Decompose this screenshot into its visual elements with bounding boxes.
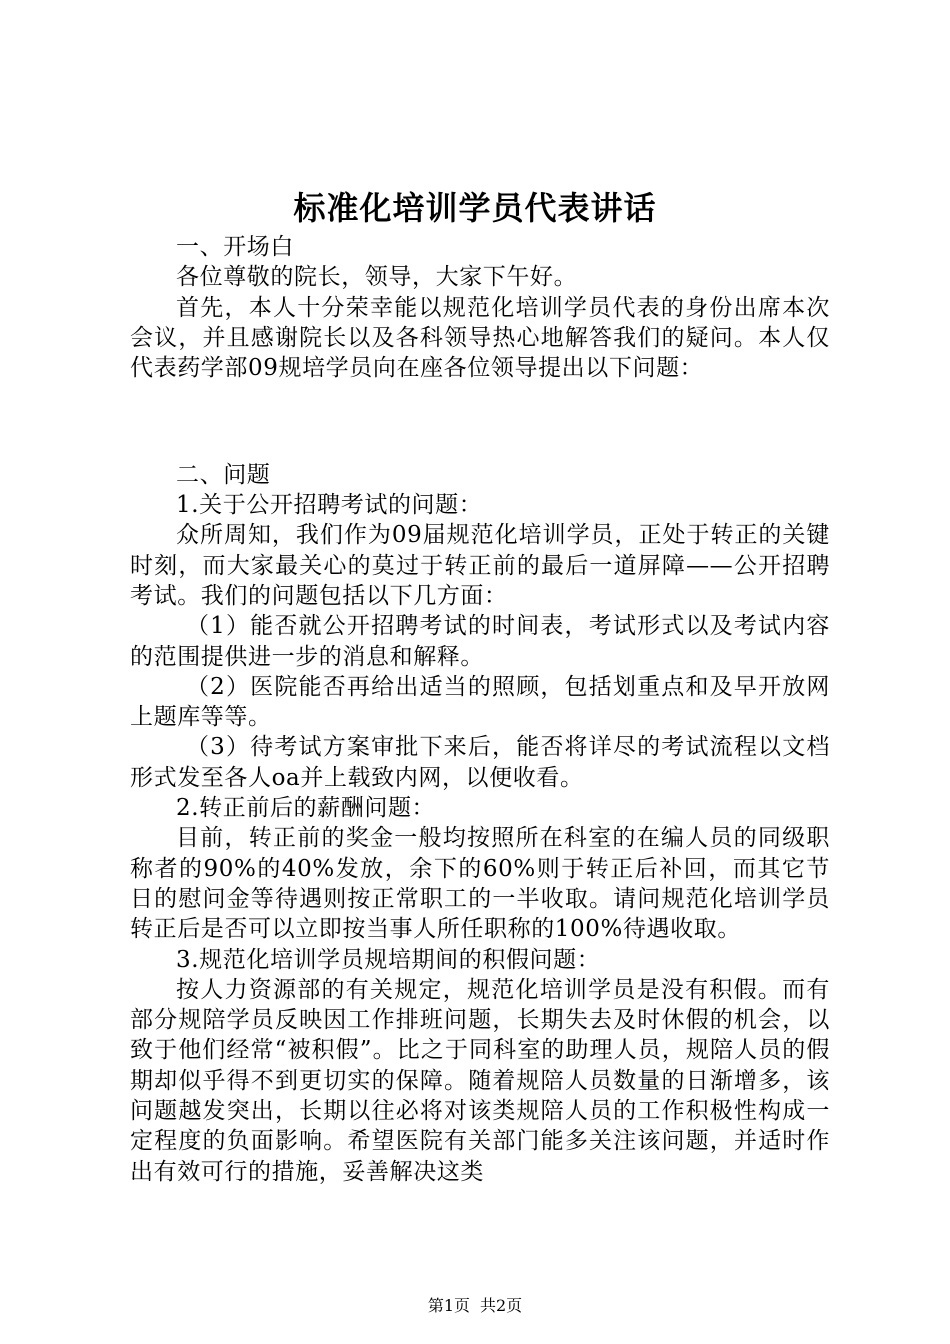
page-footer: [0, 1296, 950, 1316]
body-paragraph: 首先，本人十分荣幸能以规范化培训学员代表的身份出席本次会议，并且感谢院长以及各科领导热心地解答我们的疑问。本人仅代表药学部09规培学员向在座各位领导提出以下问题：: [130, 294, 830, 382]
body-paragraph: （2）医院能否再给出适当的照顾，包括划重点和及早开放网上题库等等。: [130, 673, 830, 731]
blank-line: [130, 406, 830, 436]
body-paragraph: 一、开场白: [176, 234, 294, 260]
body-paragraph: 二、问题: [176, 461, 271, 488]
body-paragraph: 2.转正前后的薪酬问题：: [176, 795, 436, 822]
body-paragraph: （3）待考试方案审批下来后，能否将详尽的考试流程以文档形式发至各人oa并上载致内网，以便收看。: [130, 734, 830, 791]
page-number: 第1页: [427, 1296, 470, 1315]
body-paragraph: 目前，转正前的奖金一般均按照所在科室的在编人员的同级职称者的90%的40%发放，余下的60%则于转正后补回，而其它节日的慰问金等待遇则按正常职工的一半收取。请问规范化培训学员转正后是否可以立即按当事人所任职称的100%待遇收取。: [130, 825, 830, 943]
body-paragraph: 1.关于公开招聘考试的问题：: [176, 492, 483, 519]
document-title: 标准化培训学员代表讲话: [293, 189, 657, 227]
document-body: [130, 232, 830, 1187]
body-paragraph: 各位尊敬的院长，领导，大家下午好。: [176, 264, 578, 291]
body-paragraph: （1）能否就公开招聘考试的时间表，考试形式以及考试内容的范围提供进一步的消息和解释。: [130, 613, 830, 670]
body-paragraph: 众所周知，我们作为09届规范化培训学员，正处于转正的关键时刻，而大家最关心的莫过于转正前的最后一道屏障——公开招聘考试。我们的问题包括以下几方面：: [130, 522, 830, 609]
body-paragraph: 按人力资源部的有关规定，规范化培训学员是没有积假。而有部分规陪学员反映因工作排班问题，长期失去及时休假的机会，以致于他们经常“被积假”。比之于同科室的助理人员，规陪人员的假期却似乎得不到更切实的保障。随着规陪人员数量的日渐增多，该问题越发突出，长期以往必将对该类规陪人员的工作积极性构成一定程度的负面影响。希望医院有关部门能多关注该问题，并适时作出有效可行的措施，妥善解决这类: [130, 976, 830, 1185]
page-total: 共2页: [480, 1296, 523, 1315]
body-paragraph: 3.规范化培训学员规培期间的积假问题：: [176, 946, 601, 973]
